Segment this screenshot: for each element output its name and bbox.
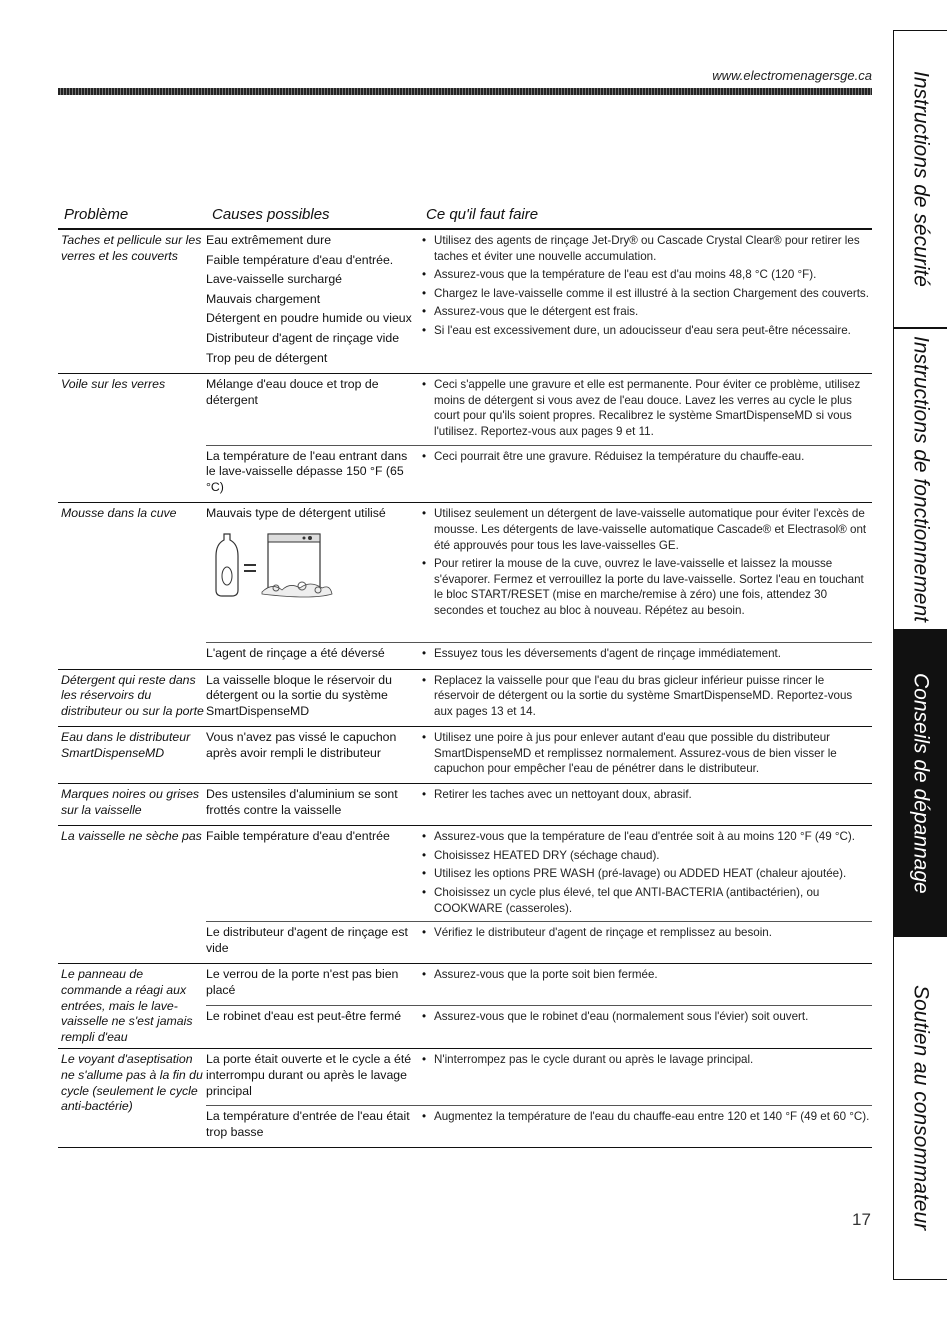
cause-group <box>206 506 872 640</box>
solution-item: • Retirer les taches avec un nettoyant doux, abrasif. <box>420 787 872 803</box>
solution-item: • Ceci pourrait être une gravure. Réduisez la température du chauffe-eau. <box>420 449 872 465</box>
cause-item: Le robinet d'eau est peut-être fermé <box>206 1008 402 1023</box>
causes-cell <box>206 829 420 919</box>
tab-instructions-securite[interactable] <box>893 30 947 328</box>
cause-group <box>206 642 872 666</box>
cause-item: Le distributeur d'agent de rinçage est vide <box>206 925 408 955</box>
table-row <box>58 727 872 784</box>
tab-soutien-consommateur[interactable] <box>893 936 947 1280</box>
cause-group <box>206 673 872 724</box>
causes-cell <box>206 506 420 640</box>
causes-cell <box>206 967 420 1002</box>
solution-item: • Assurez-vous que le détergent est frais. <box>420 304 872 320</box>
problem-cell: Taches et pellicule sur les verres et les couverts <box>61 233 202 263</box>
table-row <box>58 230 872 374</box>
cause-item: Faible température d'eau d'entrée. <box>206 252 394 267</box>
table-row <box>58 503 872 669</box>
cause-item: Distributeur d'agent de rinçage vide <box>206 330 400 345</box>
solution-cell <box>420 673 872 724</box>
cause-item: Détergent en poudre humide ou vieux <box>206 311 412 326</box>
table-row <box>58 964 872 1049</box>
solution-cell <box>420 829 872 919</box>
cause-item: Mélange d'eau douce et trop de détergent <box>206 377 379 407</box>
cause-group <box>206 377 872 442</box>
tab-label: Conseils de dépannage <box>909 672 933 894</box>
tab-label: Instructions de fonctionnement <box>909 335 933 622</box>
solution-item: • Choisissez HEATED DRY (séchage chaud). <box>420 848 872 864</box>
solution-cell <box>420 925 872 960</box>
solution-cell <box>420 787 872 822</box>
table-row <box>58 670 872 728</box>
problem-cell: Le panneau de commande a réagi aux entrées, mais le lave-vaisselle ne s'est jamais rempli d'eau <box>61 967 193 1044</box>
causes-cell <box>206 673 420 724</box>
cause-item: Faible température d'eau d'entrée <box>206 829 390 844</box>
solution-cell <box>420 1052 872 1103</box>
solution-item: • Assurez-vous que la porte soit bien fermée. <box>420 967 872 983</box>
tab-label: Instructions de sécurité <box>909 71 933 287</box>
problem-cell: Le voyant d'aseptisation ne s'allume pas à la fin du cycle (seulement le cycle anti-bactérie) <box>61 1052 203 1114</box>
causes-cell <box>206 233 420 370</box>
solution-cell <box>420 506 872 640</box>
causes-cell <box>206 1109 420 1144</box>
cause-item: Le verrou de la porte n'est pas bien placé <box>206 967 399 997</box>
solution-cell <box>420 233 872 370</box>
cause-item: Trop peu de détergent <box>206 350 328 365</box>
solution-item: • N'interrompez pas le cycle durant ou après le lavage principal. <box>420 1052 872 1068</box>
detergent-illustration <box>206 526 336 606</box>
solution-item: • Pour retirer la mouse de la cuve, ouvrez le lave-vaisselle et laissez la mousse s'évaporer. Fermez et verrouillez la porte du lave-vaisselle. Sortez l'eau en touchant le bloc START/RESET (mise en marche/remise à zéro) une fois, attendez 30 secondes et touchez au bloc à nouveau. Répétez au besoin. <box>420 556 872 618</box>
cause-item: La température d'entrée de l'eau était trop basse <box>206 1109 410 1139</box>
website-url: www.electromenagersge.ca <box>712 68 872 83</box>
cause-item: Vous n'avez pas vissé le capuchon après avoir rempli le distributeur <box>206 730 397 760</box>
solution-cell <box>420 730 872 780</box>
cause-item: Eau extrêmement dure <box>206 233 332 247</box>
problem-cell: La vaisselle ne sèche pas <box>61 829 202 844</box>
solution-cell <box>420 646 872 666</box>
solution-item: • Assurez-vous que le robinet d'eau (normalement sous l'évier) soit ouvert. <box>420 1009 872 1025</box>
tab-conseils-depannage[interactable] <box>893 630 947 936</box>
problem-cell: Eau dans le distributeur SmartDispenseMD <box>61 730 191 760</box>
table-row <box>58 1049 872 1148</box>
solution-item: • Chargez le lave-vaisselle comme il est illustré à la section Chargement des couverts. <box>420 286 872 302</box>
causes-cell <box>206 377 420 442</box>
solution-item: • Si l'eau est excessivement dure, un adoucisseur d'eau sera peut-être nécessaire. <box>420 323 872 339</box>
section-tabs <box>893 30 948 1279</box>
solution-item: • Essuyez tous les déversements d'agent de rinçage immédiatement. <box>420 646 872 662</box>
cause-group <box>206 445 872 500</box>
table-body <box>58 230 872 1148</box>
causes-cell <box>206 925 420 960</box>
solution-item: • Augmentez la température de l'eau du chauffe-eau entre 120 et 140 °F (49 et 60 °C). <box>420 1109 872 1125</box>
solution-item: • Replacez la vaisselle pour que l'eau du bras gicleur inférieur puisse rincer le réservoir de détergent ou la sortie du système SmartDispenseMD. Reportez-vous aux pages 13 et 14. <box>420 673 872 720</box>
cause-group <box>206 829 872 919</box>
cause-item: La porte était ouverte et le cycle a été interrompu durant ou après le lavage principal <box>206 1052 412 1098</box>
table-row <box>58 784 872 826</box>
table-row <box>58 826 872 964</box>
solution-item: • Vérifiez le distributeur d'agent de rinçage et remplissez au besoin. <box>420 925 872 941</box>
cause-group <box>206 1052 872 1103</box>
table-header <box>58 200 872 230</box>
header-solution: Ce qu'il faut faire <box>426 205 539 223</box>
solution-cell <box>420 1009 872 1029</box>
tab-label: Soutien au consommateur <box>909 985 933 1231</box>
table-row <box>58 374 872 503</box>
solution-cell <box>420 377 872 442</box>
cause-group <box>206 1005 872 1029</box>
solution-item: • Assurez-vous que la température de l'eau d'entrée soit à au moins 120 °F (49 °C). <box>420 829 872 845</box>
cause-group <box>206 730 872 780</box>
solution-item: • Choisissez un cycle plus élevé, tel que ANTI-BACTERIA (antibactérien), ou COOKWARE (casseroles). <box>420 885 872 916</box>
solution-cell <box>420 1109 872 1144</box>
solution-item: • Ceci s'appelle une gravure et elle est permanente. Pour éviter ce problème, utilisez moins de détergent si vous avez de l'eau douce. Lavez les verres au cycle le plus court pour qu'ils soient propres. Recalibrez le système SmartDispenseMD si vous l'utilisez. Reportez-vous aux pages 9 et 11. <box>420 377 872 439</box>
solution-item: • Assurez-vous que la température de l'eau est d'au moins 48,8 °C (120 °F). <box>420 267 872 283</box>
cause-item: Mauvais chargement <box>206 291 321 306</box>
cause-item: La vaisselle bloque le réservoir du détergent ou la sortie du système SmartDispenseMD <box>206 672 392 718</box>
troubleshooting-table <box>58 200 872 1148</box>
problem-cell: Détergent qui reste dans les réservoirs du distributeur ou sur la porte <box>61 672 204 718</box>
solution-cell <box>420 449 872 500</box>
cause-group <box>206 1105 872 1144</box>
header-rule <box>58 88 872 95</box>
header-problem: Problème <box>64 205 129 223</box>
solution-item: • Utilisez des agents de rinçage Jet-Dry® ou Cascade Crystal Clear® pour retirer les taches et éviter une nouvelle accumulation. <box>420 233 872 264</box>
cause-item: L'agent de rinçage a été déversé <box>206 645 385 660</box>
page-number: 17 <box>852 1210 871 1229</box>
causes-cell <box>206 730 420 780</box>
cause-group <box>206 921 872 960</box>
header-causes: Causes possibles <box>212 205 330 223</box>
problem-cell: Marques noires ou grises sur la vaisselle <box>61 787 200 817</box>
cause-item: La température de l'eau entrant dans le lave-vaisselle dépasse 150 °F (65 °C) <box>206 448 408 494</box>
cause-group <box>206 967 872 1002</box>
solution-item: • Utilisez une poire à jus pour enlever autant d'eau que possible du distributeur SmartDispenseMD et remplissez normalement. Assurez-vous de bien visser le capuchon pour empêcher l'eau de pénétrer dans le distributeur. <box>420 730 872 777</box>
causes-cell <box>206 1052 420 1103</box>
solution-item: • Utilisez les options PRE WASH (pré-lavage) ou ADDED HEAT (chaleur ajoutée). <box>420 866 872 882</box>
cause-item: Des ustensiles d'aluminium se sont frottés contre la vaisselle <box>206 787 398 817</box>
causes-cell <box>206 449 420 500</box>
problem-cell: Voile sur les verres <box>61 377 166 392</box>
tab-instructions-fonctionnement[interactable] <box>893 328 947 630</box>
causes-cell <box>206 646 420 666</box>
cause-item: Lave-vaisselle surchargé <box>206 272 343 287</box>
cause-group <box>206 787 872 822</box>
problem-cell: Mousse dans la cuve <box>61 506 177 521</box>
solution-item: • Utilisez seulement un détergent de lave-vaisselle automatique pour éviter l'excès de mousse. Les détergents de lave-vaisselle automatique Cascade® et Electrasol® ont été approuvés pour tous les lave-vaisselles GE. <box>420 506 872 553</box>
cause-group <box>206 233 872 370</box>
causes-cell <box>206 1009 420 1029</box>
solution-cell <box>420 967 872 1002</box>
cause-item: Mauvais type de détergent utilisé <box>206 506 386 521</box>
causes-cell <box>206 787 420 822</box>
